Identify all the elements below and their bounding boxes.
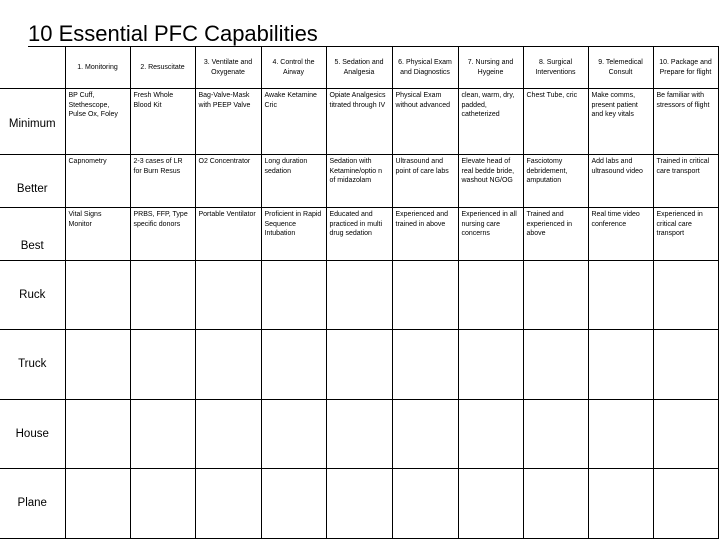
- table-cell: [130, 400, 195, 469]
- table-row: [0, 89, 718, 155]
- capabilities-table: [0, 46, 719, 539]
- table-cell: PRBS, FFP, Type specific donors: [130, 208, 195, 261]
- table-cell: clean, warm, dry, padded, catheterized: [458, 89, 523, 155]
- table-cell: [195, 330, 261, 400]
- table-cell: [261, 330, 326, 400]
- table-cell: [458, 330, 523, 400]
- table-cell: Make comms, present patient and key vitals: [588, 89, 653, 155]
- table-cell: [326, 400, 392, 469]
- row-label: [0, 155, 65, 208]
- table-cell: [326, 469, 392, 539]
- table-cell: [523, 261, 588, 330]
- table-cell: [588, 469, 653, 539]
- row-label-text: Minimum: [8, 118, 56, 130]
- table-row: [0, 330, 718, 400]
- table-cell: Portable Ventilator: [195, 208, 261, 261]
- table-cell: [65, 330, 130, 400]
- table-cell: Chest Tube, cric: [523, 89, 588, 155]
- table-cell: 2-3 cases of LR for Burn Resus: [130, 155, 195, 208]
- row-label: [0, 208, 65, 261]
- row-label: [0, 469, 65, 539]
- header-row: [0, 47, 718, 89]
- table-cell: [130, 330, 195, 400]
- table-row: [0, 469, 718, 539]
- row-label-text: Better: [16, 182, 48, 195]
- table-row: [0, 208, 718, 261]
- table-cell: [588, 330, 653, 400]
- row-label-text: Ruck: [19, 288, 46, 301]
- page-title: 10 Essential PFC Capabilities: [28, 21, 318, 46]
- table-cell: [458, 400, 523, 469]
- table-cell: [65, 400, 130, 469]
- column-header: 2. Resuscitate: [130, 47, 195, 89]
- table-cell: [326, 330, 392, 400]
- table-row: [0, 261, 718, 330]
- table-cell: Vital Signs Monitor: [65, 208, 130, 261]
- table-cell: [588, 400, 653, 469]
- table-row: [0, 400, 718, 469]
- table-cell: [392, 400, 458, 469]
- table-cell: Long duration sedation: [261, 155, 326, 208]
- table-cell: Opiate Analgesics titrated through IV: [326, 89, 392, 155]
- table-row: [0, 155, 718, 208]
- table-cell: Educated and practiced in multi drug sedation: [326, 208, 392, 261]
- table-cell: [392, 469, 458, 539]
- table-cell: [392, 330, 458, 400]
- table-cell: [65, 469, 130, 539]
- column-header: 9. Telemedical Consult: [588, 47, 653, 89]
- table-cell: [523, 330, 588, 400]
- table-cell: Be familiar with stressors of flight: [653, 89, 718, 155]
- row-label-text: House: [15, 427, 49, 440]
- table-cell: [523, 400, 588, 469]
- column-header: 10. Package and Prepare for flight: [653, 47, 718, 89]
- table-cell: [458, 261, 523, 330]
- table-cell: [195, 400, 261, 469]
- table-cell: [588, 261, 653, 330]
- table-cell: [65, 261, 130, 330]
- column-header: 4. Control the Airway: [261, 47, 326, 89]
- table-cell: [195, 469, 261, 539]
- column-header: 7. Nursing and Hygeine: [458, 47, 523, 89]
- row-label-text: Best: [20, 239, 44, 252]
- table-cell: Ultrasound and point of care labs: [392, 155, 458, 208]
- table-cell: [261, 469, 326, 539]
- row-label-text: Truck: [18, 358, 47, 370]
- table-cell: Awake Ketamine Cric: [261, 89, 326, 155]
- table-cell: [261, 400, 326, 469]
- row-label: [0, 89, 65, 155]
- corner-cell: [0, 47, 65, 89]
- table-cell: [130, 469, 195, 539]
- column-header: 3. Ventilate and Oxygenate: [195, 47, 261, 89]
- table-cell: Capnometry: [65, 155, 130, 208]
- table-cell: O2 Concentrator: [195, 155, 261, 208]
- table-cell: Real time video conference: [588, 208, 653, 261]
- column-header: 8. Surgical Interventions: [523, 47, 588, 89]
- table-cell: Proficient in Rapid Sequence Intubation: [261, 208, 326, 261]
- table-cell: Fasciotomy debridement, amputation: [523, 155, 588, 208]
- table-cell: [392, 261, 458, 330]
- table-cell: Add labs and ultrasound video: [588, 155, 653, 208]
- table-cell: [653, 261, 718, 330]
- column-header: 6. Physical Exam and Diagnostics: [392, 47, 458, 89]
- table-cell: [326, 261, 392, 330]
- table-cell: [653, 330, 718, 400]
- table-cell: Elevate head of real bedde bride, washout NG/OG: [458, 155, 523, 208]
- table-cell: Physical Exam without advanced: [392, 89, 458, 155]
- column-header: 5. Sedation and Analgesia: [326, 47, 392, 89]
- table-cell: Experienced and trained in above: [392, 208, 458, 261]
- table-cell: [653, 400, 718, 469]
- row-label: [0, 400, 65, 469]
- table-cell: [458, 469, 523, 539]
- table-cell: Bag-Valve-Mask with PEEP Valve: [195, 89, 261, 155]
- table-cell: Trained in critical care transport: [653, 155, 718, 208]
- table-cell: Sedation with Ketamine/optio n of midazolam: [326, 155, 392, 208]
- table-cell: Trained and experienced in above: [523, 208, 588, 261]
- table-cell: BP Cuff, Stethescope, Pulse Ox, Foley: [65, 89, 130, 155]
- row-label-text: Plane: [17, 497, 47, 509]
- table-cell: Fresh Whole Blood Kit: [130, 89, 195, 155]
- table-cell: [261, 261, 326, 330]
- row-label: [0, 330, 65, 400]
- row-label: [0, 261, 65, 330]
- table-cell: Experienced in critical care transport: [653, 208, 718, 261]
- table-cell: [130, 261, 195, 330]
- table-cell: [653, 469, 718, 539]
- column-header: 1. Monitoring: [65, 47, 130, 89]
- table-cell: [195, 261, 261, 330]
- table-cell: [523, 469, 588, 539]
- table-cell: Experienced in all nursing care concerns: [458, 208, 523, 261]
